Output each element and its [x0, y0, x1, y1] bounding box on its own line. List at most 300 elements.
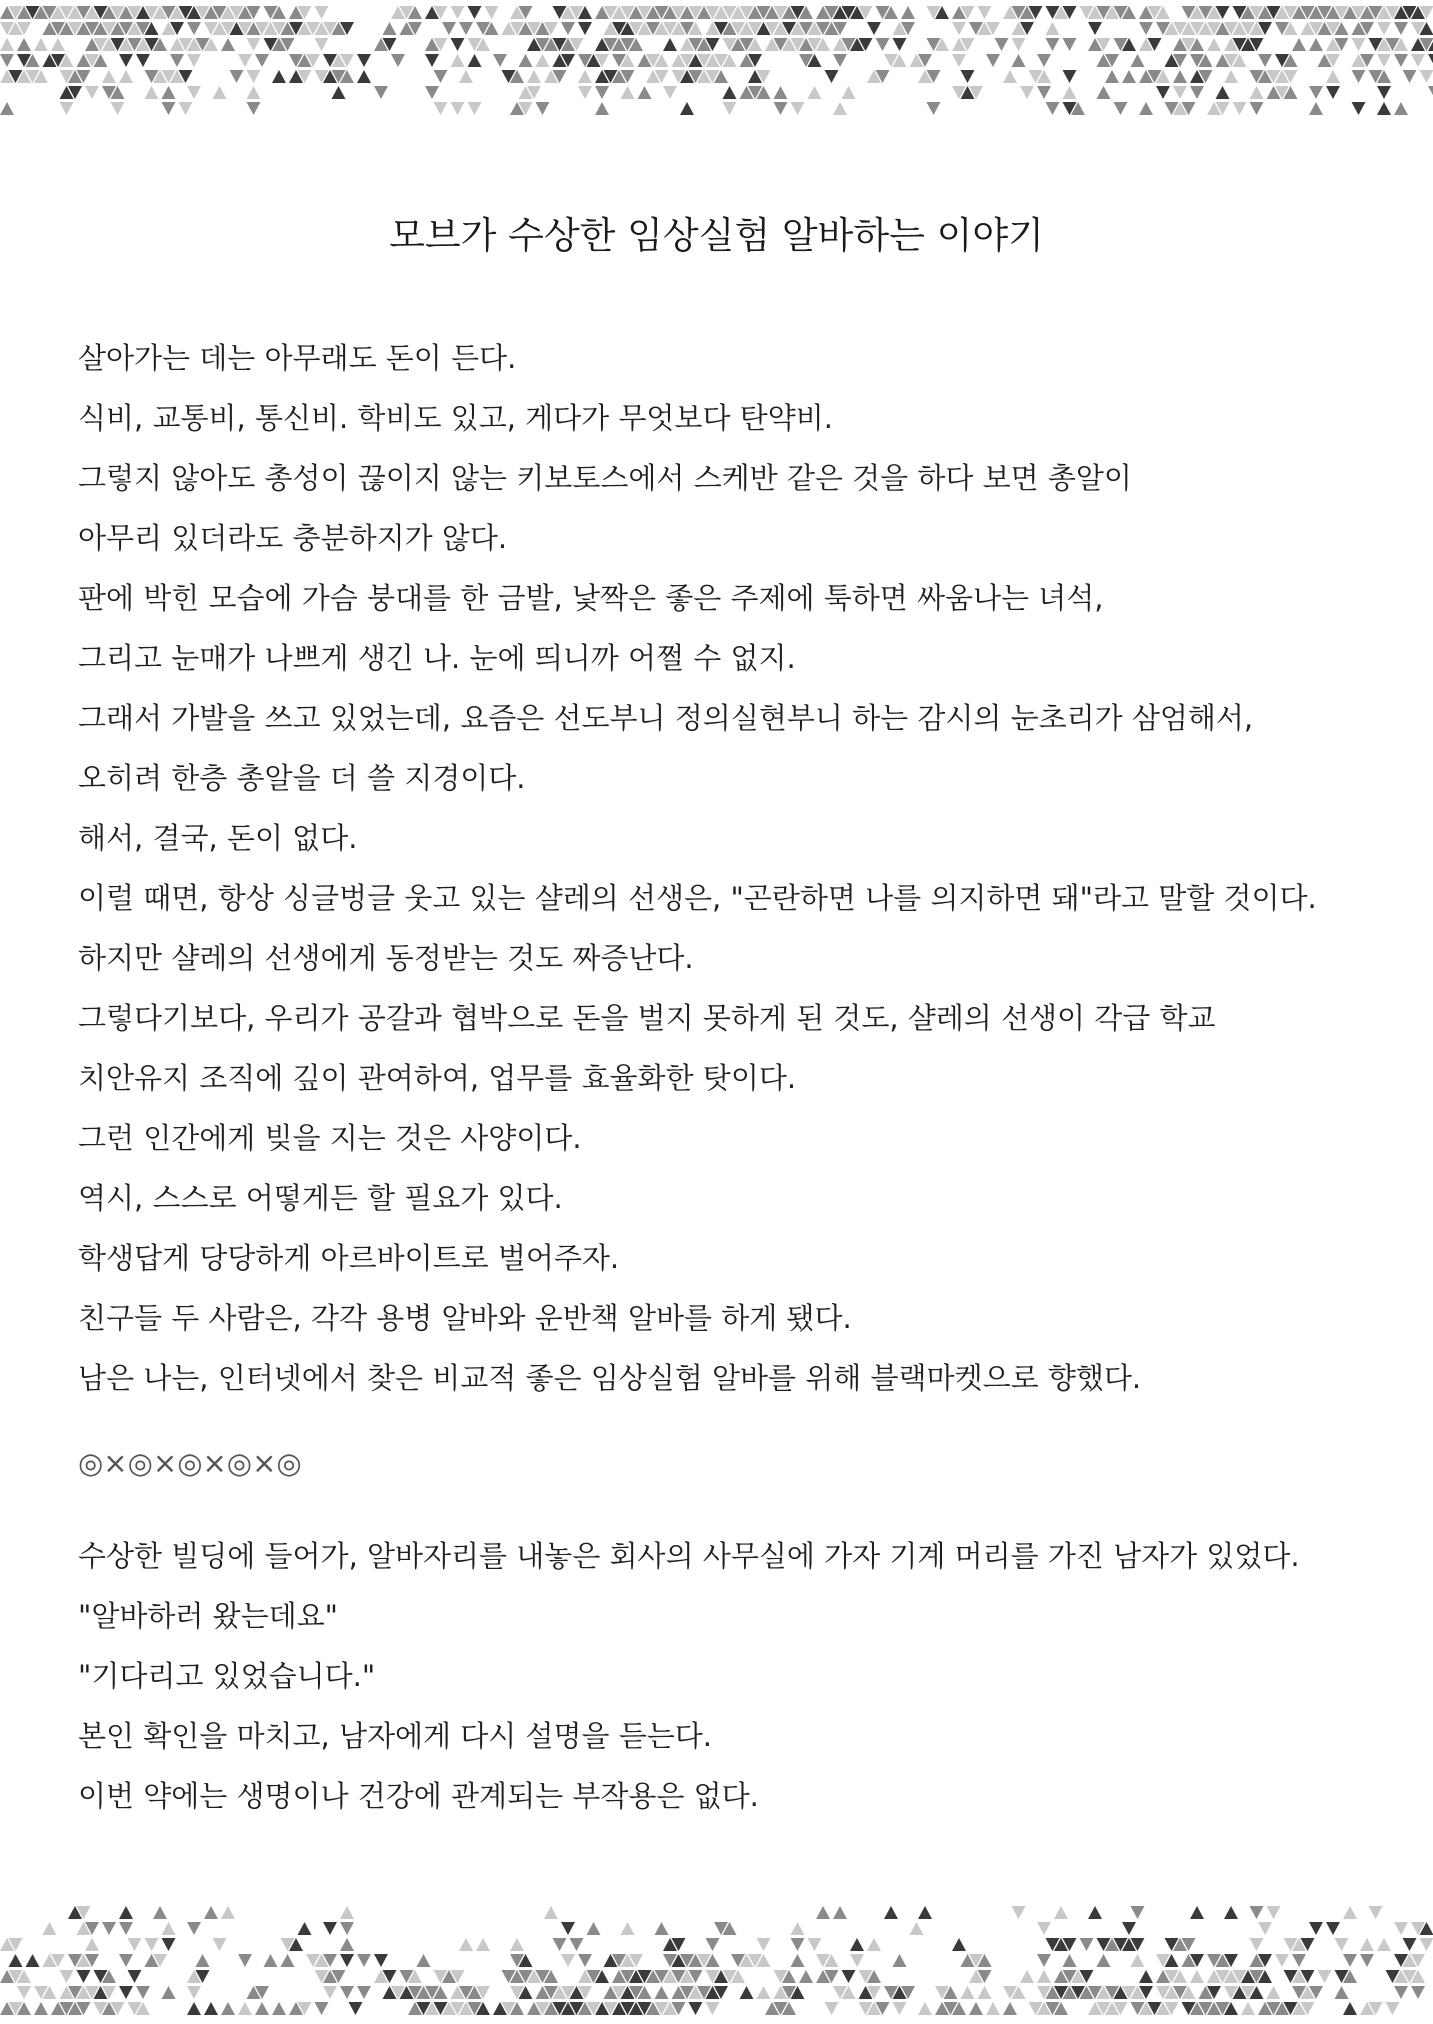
pattern-triangle: [434, 102, 448, 115]
text-line: 이번 약에는 생명이나 건강에 관계되는 부작용은 없다.: [78, 1779, 759, 1813]
pattern-triangle: [1156, 86, 1170, 99]
pattern-triangle: [391, 54, 405, 67]
pattern-triangle: [723, 86, 737, 99]
pattern-triangle: [1394, 1986, 1408, 1999]
pattern-triangle: [1097, 86, 1111, 99]
pattern-triangle: [1343, 1906, 1357, 1919]
pattern-triangle: [1233, 102, 1247, 115]
pattern-triangle: [238, 2002, 252, 2015]
pattern-triangle: [187, 1922, 201, 1935]
pattern-triangle: [1377, 1938, 1391, 1951]
pattern-triangle: [451, 6, 465, 19]
pattern-triangle: [255, 54, 269, 67]
pattern-triangle: [884, 1906, 898, 1919]
pattern-triangle: [0, 54, 14, 67]
pattern-triangle: [1046, 22, 1060, 35]
text-line: 역시, 스스로 어떻게든 할 필요가 있다.: [78, 1181, 563, 1215]
pattern-triangle: [1411, 54, 1425, 67]
pattern-triangle: [323, 1986, 337, 1999]
pattern-triangle: [1003, 2002, 1017, 2015]
pattern-triangle: [1003, 70, 1017, 83]
pattern-triangle: [111, 102, 125, 115]
pattern-triangle: [247, 70, 261, 83]
pattern-triangle: [1394, 102, 1408, 115]
pattern-triangle: [187, 1986, 201, 1999]
pattern-triangle: [1046, 102, 1060, 115]
pattern-triangle: [1369, 1906, 1383, 1919]
pattern-triangle: [1131, 1954, 1145, 1967]
pattern-triangle: [136, 1986, 150, 1999]
pattern-triangle: [833, 1906, 847, 1919]
pattern-triangle: [153, 1906, 167, 1919]
text-line: 판에 박힌 모습에 가슴 붕대를 한 금발, 낯짝은 좋은 주제에 툭하면 싸움나는 녀석,: [78, 581, 1104, 615]
pattern-triangle: [1020, 1970, 1034, 1983]
pattern-triangle: [1250, 102, 1264, 115]
pattern-triangle: [1131, 1906, 1145, 1919]
pattern-triangle: [187, 54, 201, 67]
pattern-triangle: [1122, 1922, 1136, 1935]
pattern-triangle: [119, 70, 133, 83]
pattern-triangle: [1352, 102, 1366, 115]
pattern-triangle: [1428, 54, 1433, 67]
pattern-triangle: [1122, 70, 1136, 83]
pattern-triangle: [544, 1906, 558, 1919]
pattern-triangle: [1292, 1954, 1306, 1967]
pattern-triangle: [1173, 86, 1187, 99]
pattern-triangle: [1063, 70, 1077, 83]
pattern-triangle: [1190, 1970, 1204, 1983]
pattern-triangle: [1139, 22, 1153, 35]
pattern-triangle: [238, 54, 252, 67]
pattern-triangle: [9, 1954, 23, 1967]
top-triangle-pattern: [0, 0, 1433, 120]
pattern-triangle: [459, 70, 473, 83]
pattern-triangle: [196, 1954, 210, 1967]
text-line: 그렇다기보다, 우리가 공갈과 협박으로 돈을 벌지 못하게 된 것도, 샬레의 선생이 각급 학교: [78, 1001, 1216, 1035]
pattern-triangle: [876, 38, 890, 51]
text-line: 그렇지 않아도 총성이 끊이지 않는 키보토스에서 스케반 같은 것을 하다 보면 총알이: [78, 461, 1132, 495]
pattern-triangle: [791, 1954, 805, 1967]
pattern-triangle: [1292, 38, 1306, 51]
pattern-triangle: [791, 1922, 805, 1935]
pattern-triangle: [961, 1986, 975, 1999]
pattern-triangle: [952, 22, 966, 35]
text-line: 살아가는 데는 아무래도 돈이 든다.: [78, 341, 517, 375]
story-paragraph-1: [78, 328, 1378, 1408]
pattern-triangle: [952, 54, 966, 67]
pattern-triangle: [1428, 86, 1433, 99]
pattern-triangle: [34, 38, 48, 51]
pattern-triangle: [451, 54, 465, 67]
pattern-triangle: [1403, 70, 1417, 83]
pattern-triangle: [332, 86, 346, 99]
pattern-triangle: [757, 1986, 771, 1999]
scene-break-divider: ◎×◎×◎×◎×◎: [78, 1446, 302, 1480]
pattern-triangle: [102, 1922, 116, 1935]
pattern-triangle: [340, 1906, 354, 1919]
pattern-triangle: [1063, 1954, 1077, 1967]
pattern-triangle: [315, 2002, 329, 2015]
pattern-triangle: [459, 22, 473, 35]
pattern-triangle: [1394, 22, 1408, 35]
pattern-triangle: [808, 1938, 822, 1951]
pattern-triangle: [578, 70, 592, 83]
pattern-triangle: [1012, 38, 1026, 51]
pattern-triangle: [1054, 1906, 1068, 1919]
pattern-triangle: [417, 1954, 431, 1967]
pattern-triangle: [1326, 70, 1340, 83]
pattern-triangle: [901, 6, 915, 19]
pattern-triangle: [1037, 1970, 1051, 1983]
pattern-triangle: [1309, 38, 1323, 51]
text-line: "알바하러 왔는데요": [78, 1599, 339, 1633]
text-line: 학생답게 당당하게 아르바이트로 벌어주자.: [78, 1241, 620, 1275]
text-line: 그런 인간에게 빚을 지는 것은 사양이다.: [78, 1121, 582, 1155]
text-line: 남은 나는, 인터넷에서 찾은 비교적 좋은 임상실험 알바를 위해 블랙마켓으로 향했다.: [78, 1361, 1142, 1395]
pattern-triangle: [816, 1906, 830, 1919]
pattern-triangle: [281, 1954, 295, 1967]
pattern-triangle: [1335, 1986, 1349, 1999]
pattern-triangle: [1352, 38, 1366, 51]
pattern-triangle: [17, 1986, 31, 1999]
pattern-triangle: [213, 1938, 227, 1951]
pattern-triangle: [663, 86, 677, 99]
pattern-triangle: [85, 86, 99, 99]
pattern-triangle: [1114, 102, 1128, 115]
text-line: 그래서 가발을 쓰고 있었는데, 요즘은 선도부니 정의실현부니 하는 감시의 눈초리가 삼엄해서,: [78, 701, 1254, 735]
pattern-triangle: [978, 6, 992, 19]
pattern-triangle: [1394, 1922, 1408, 1935]
pattern-triangle: [519, 54, 533, 67]
pattern-triangle: [1386, 2002, 1400, 2015]
pattern-triangle: [1131, 54, 1145, 67]
text-line: 이럴 때면, 항상 싱글벙글 웃고 있는 샬레의 선생은, "곤란하면 나를 의지하면 돼"라고 말할 것이다.: [78, 881, 1317, 915]
pattern-triangle: [136, 54, 150, 67]
text-line: 해서, 결국, 돈이 없다.: [78, 821, 358, 855]
pattern-triangle: [451, 102, 465, 115]
pattern-triangle: [119, 1954, 133, 1967]
pattern-triangle: [383, 22, 397, 35]
pattern-triangle: [1360, 1938, 1374, 1951]
bottom-triangle-pattern: [0, 1900, 1433, 2024]
pattern-triangle: [1403, 1938, 1417, 1951]
pattern-triangle: [1105, 70, 1119, 83]
pattern-triangle: [842, 1970, 856, 1983]
pattern-triangle: [1267, 1986, 1281, 1999]
pattern-triangle: [808, 86, 822, 99]
pattern-triangle: [1173, 70, 1187, 83]
pattern-triangle: [17, 38, 31, 51]
pattern-triangle: [230, 70, 244, 83]
pattern-triangle: [774, 102, 788, 115]
pattern-triangle: [85, 1938, 99, 1951]
pattern-triangle: [1377, 22, 1391, 35]
pattern-triangle: [1020, 86, 1034, 99]
pattern-triangle: [468, 6, 482, 19]
pattern-triangle: [578, 86, 592, 99]
pattern-triangle: [561, 1922, 575, 1935]
pattern-triangle: [1377, 86, 1391, 99]
pattern-triangle: [170, 54, 184, 67]
pattern-triangle: [1139, 1970, 1153, 1983]
pattern-triangle: [774, 86, 788, 99]
pattern-triangle: [986, 54, 1000, 67]
pattern-triangle: [1046, 38, 1060, 51]
pattern-triangle: [349, 2002, 363, 2015]
pattern-triangle: [476, 1938, 490, 1951]
pattern-triangle: [893, 1954, 907, 1967]
pattern-triangle: [791, 1938, 805, 1951]
pattern-triangle: [587, 1922, 601, 1935]
pattern-triangle: [162, 102, 176, 115]
pattern-triangle: [1275, 1954, 1289, 1967]
pattern-triangle: [43, 1922, 57, 1935]
pattern-triangle: [298, 1922, 312, 1935]
pattern-triangle: [1037, 86, 1051, 99]
pattern-triangle: [204, 2002, 218, 2015]
pattern-triangle: [825, 2002, 839, 2015]
pattern-triangle: [357, 70, 371, 83]
text-line: 오히려 한층 총알을 더 쓸 지경이다.: [78, 761, 526, 795]
text-line: 본인 확인을 마치고, 남자에게 다시 설명을 듣는다.: [78, 1719, 713, 1753]
pattern-triangle: [1088, 1906, 1102, 1919]
text-line: 아무리 있더라도 충분하지가 않다.: [78, 521, 508, 555]
pattern-triangle: [1343, 2002, 1357, 2015]
pattern-triangle: [145, 86, 159, 99]
pattern-triangle: [1097, 1954, 1111, 1967]
pattern-triangle: [179, 102, 193, 115]
triangle-pattern-graphic: [0, 0, 1433, 120]
pattern-triangle: [1258, 54, 1272, 67]
pattern-triangle: [1352, 70, 1366, 83]
pattern-triangle: [34, 2002, 48, 2015]
text-line: 친구들 두 사람은, 각각 용병 알바와 운반책 알바를 하게 됐다.: [78, 1301, 852, 1335]
pattern-triangle: [663, 38, 677, 51]
pattern-triangle: [102, 70, 116, 83]
pattern-triangle: [799, 1970, 813, 1983]
pattern-triangle: [561, 22, 575, 35]
pattern-triangle: [1420, 70, 1433, 83]
pattern-triangle: [272, 70, 286, 83]
pattern-triangle: [1326, 1922, 1340, 1935]
pattern-triangle: [1207, 38, 1221, 51]
pattern-triangle: [1394, 54, 1408, 67]
pattern-triangle: [128, 1938, 142, 1951]
pattern-triangle: [340, 1938, 354, 1951]
pattern-triangle: [791, 102, 805, 115]
pattern-triangle: [621, 1922, 635, 1935]
pattern-triangle: [867, 22, 881, 35]
pattern-triangle: [1309, 1922, 1323, 1935]
pattern-triangle: [264, 1954, 278, 1967]
pattern-triangle: [238, 1954, 252, 1967]
pattern-triangle: [918, 2002, 932, 2015]
text-line: 그리고 눈매가 나쁘게 생긴 나. 눈에 띄니까 어쩔 수 없지.: [78, 641, 796, 675]
pattern-triangle: [128, 1970, 142, 1983]
pattern-triangle: [1250, 86, 1264, 99]
triangle-pattern-graphic: [0, 1900, 1433, 2024]
pattern-triangle: [986, 2002, 1000, 2015]
pattern-triangle: [706, 2002, 720, 2015]
pattern-triangle: [561, 1954, 575, 1967]
pattern-triangle: [162, 86, 176, 99]
pattern-triangle: [1326, 86, 1340, 99]
pattern-triangle: [689, 2002, 703, 2015]
pattern-triangle: [961, 70, 975, 83]
pattern-triangle: [595, 86, 609, 99]
pattern-triangle: [187, 2002, 201, 2015]
pattern-triangle: [893, 38, 907, 51]
pattern-triangle: [867, 1938, 881, 1951]
pattern-triangle: [952, 1938, 966, 1951]
pattern-triangle: [655, 1986, 669, 1999]
pattern-triangle: [119, 54, 133, 67]
pattern-triangle: [978, 1986, 992, 1999]
pattern-triangle: [187, 22, 201, 35]
pattern-triangle: [434, 70, 448, 83]
pattern-triangle: [315, 38, 329, 51]
pattern-triangle: [655, 1922, 669, 1935]
pattern-triangle: [570, 1938, 584, 1951]
pattern-triangle: [340, 1922, 354, 1935]
pattern-triangle: [1420, 1938, 1433, 1951]
pattern-triangle: [1343, 1954, 1357, 1967]
pattern-triangle: [1037, 1922, 1051, 1935]
pattern-triangle: [442, 22, 456, 35]
pattern-triangle: [77, 1970, 91, 1983]
pattern-triangle: [1309, 86, 1323, 99]
pattern-triangle: [536, 102, 550, 115]
pattern-triangle: [485, 6, 499, 19]
pattern-triangle: [204, 1906, 218, 1919]
pattern-triangle: [357, 1954, 371, 1967]
pattern-triangle: [221, 2002, 235, 2015]
pattern-triangle: [340, 1954, 354, 1967]
pattern-triangle: [1309, 102, 1323, 115]
pattern-triangle: [493, 54, 507, 67]
pattern-triangle: [1250, 1938, 1264, 1951]
pattern-triangle: [60, 102, 74, 115]
pattern-triangle: [1012, 1906, 1026, 1919]
pattern-triangle: [1012, 54, 1026, 67]
pattern-triangle: [825, 70, 839, 83]
pattern-triangle: [621, 86, 635, 99]
pattern-triangle: [918, 1906, 932, 1919]
text-line: 하지만 샬레의 선생에게 동정받는 것도 짜증난다.: [78, 941, 694, 975]
pattern-triangle: [757, 1938, 771, 1951]
pattern-triangle: [221, 1906, 235, 1919]
pattern-triangle: [374, 86, 388, 99]
pattern-triangle: [850, 1954, 864, 1967]
pattern-triangle: [221, 38, 235, 51]
pattern-triangle: [1377, 54, 1391, 67]
pattern-triangle: [1139, 102, 1153, 115]
pattern-triangle: [1360, 1954, 1374, 1967]
pattern-triangle: [1063, 38, 1077, 51]
pattern-triangle: [578, 22, 592, 35]
pattern-triangle: [0, 38, 14, 51]
pattern-triangle: [833, 54, 847, 67]
pattern-triangle: [1267, 1906, 1281, 1919]
pattern-triangle: [451, 38, 465, 51]
pattern-triangle: [1224, 1906, 1238, 1919]
pattern-triangle: [1411, 1986, 1425, 1999]
pattern-triangle: [1318, 1970, 1332, 1983]
pattern-triangle: [578, 1954, 592, 1967]
pattern-triangle: [119, 1922, 133, 1935]
pattern-triangle: [1224, 70, 1238, 83]
pattern-triangle: [0, 102, 14, 115]
pattern-triangle: [740, 1986, 754, 1999]
pattern-triangle: [910, 1922, 924, 1935]
pattern-triangle: [536, 54, 550, 67]
pattern-triangle: [1190, 1906, 1204, 1919]
text-line: 식비, 교통비, 통신비. 학비도 있고, 게다가 무엇보다 탄약비.: [78, 401, 833, 435]
pattern-triangle: [162, 1938, 176, 1951]
text-line: 수상한 빌딩에 들어가, 알바자리를 내놓은 회사의 사무실에 가자 기계 머리를 가진 남자가 있었다.: [78, 1539, 1300, 1573]
pattern-triangle: [162, 1922, 176, 1935]
pattern-triangle: [510, 1938, 524, 1951]
pattern-triangle: [340, 1986, 354, 1999]
pattern-triangle: [723, 102, 737, 115]
text-line: "기다리고 있었습니다.": [78, 1659, 376, 1693]
pattern-triangle: [1250, 1906, 1264, 1919]
pattern-triangle: [842, 86, 856, 99]
pattern-triangle: [213, 86, 227, 99]
pattern-triangle: [323, 1922, 337, 1935]
pattern-triangle: [1258, 1922, 1272, 1935]
pattern-triangle: [357, 1986, 371, 1999]
pattern-triangle: [272, 2002, 286, 2015]
pattern-triangle: [162, 1986, 176, 1999]
pattern-triangle: [553, 1938, 567, 1951]
pattern-triangle: [1377, 102, 1391, 115]
pattern-triangle: [1037, 1954, 1051, 1967]
story-paragraph-2: [78, 1526, 1378, 1826]
pattern-triangle: [1037, 54, 1051, 67]
pattern-triangle: [51, 38, 65, 51]
pattern-triangle: [680, 102, 694, 115]
pattern-triangle: [850, 1938, 864, 1951]
pattern-triangle: [255, 2002, 269, 2015]
pattern-triangle: [145, 1938, 159, 1951]
pattern-triangle: [1241, 2002, 1255, 2015]
pattern-triangle: [119, 1986, 133, 1999]
pattern-triangle: [425, 86, 439, 99]
pattern-triangle: [1063, 86, 1077, 99]
pattern-triangle: [927, 102, 941, 115]
pattern-triangle: [247, 38, 261, 51]
pattern-triangle: [247, 86, 261, 99]
pattern-triangle: [833, 102, 847, 115]
pattern-triangle: [595, 102, 609, 115]
pattern-triangle: [374, 1954, 388, 1967]
pattern-triangle: [1080, 1938, 1094, 1951]
pattern-triangle: [26, 1954, 40, 1967]
pattern-triangle: [459, 1938, 473, 1951]
pattern-triangle: [1216, 86, 1230, 99]
pattern-triangle: [893, 2002, 907, 2015]
pattern-triangle: [995, 38, 1009, 51]
text-line: 치안유지 조직에 깊이 관여하여, 업무를 효율화한 탓이다.: [78, 1061, 797, 1095]
pattern-triangle: [969, 2002, 983, 2015]
pattern-triangle: [1190, 86, 1204, 99]
pattern-triangle: [638, 86, 652, 99]
page-title: 모브가 수상한 임상실험 알바하는 이야기: [389, 214, 1044, 257]
pattern-triangle: [1335, 1938, 1349, 1951]
pattern-triangle: [119, 1906, 133, 1919]
pattern-triangle: [527, 70, 541, 83]
